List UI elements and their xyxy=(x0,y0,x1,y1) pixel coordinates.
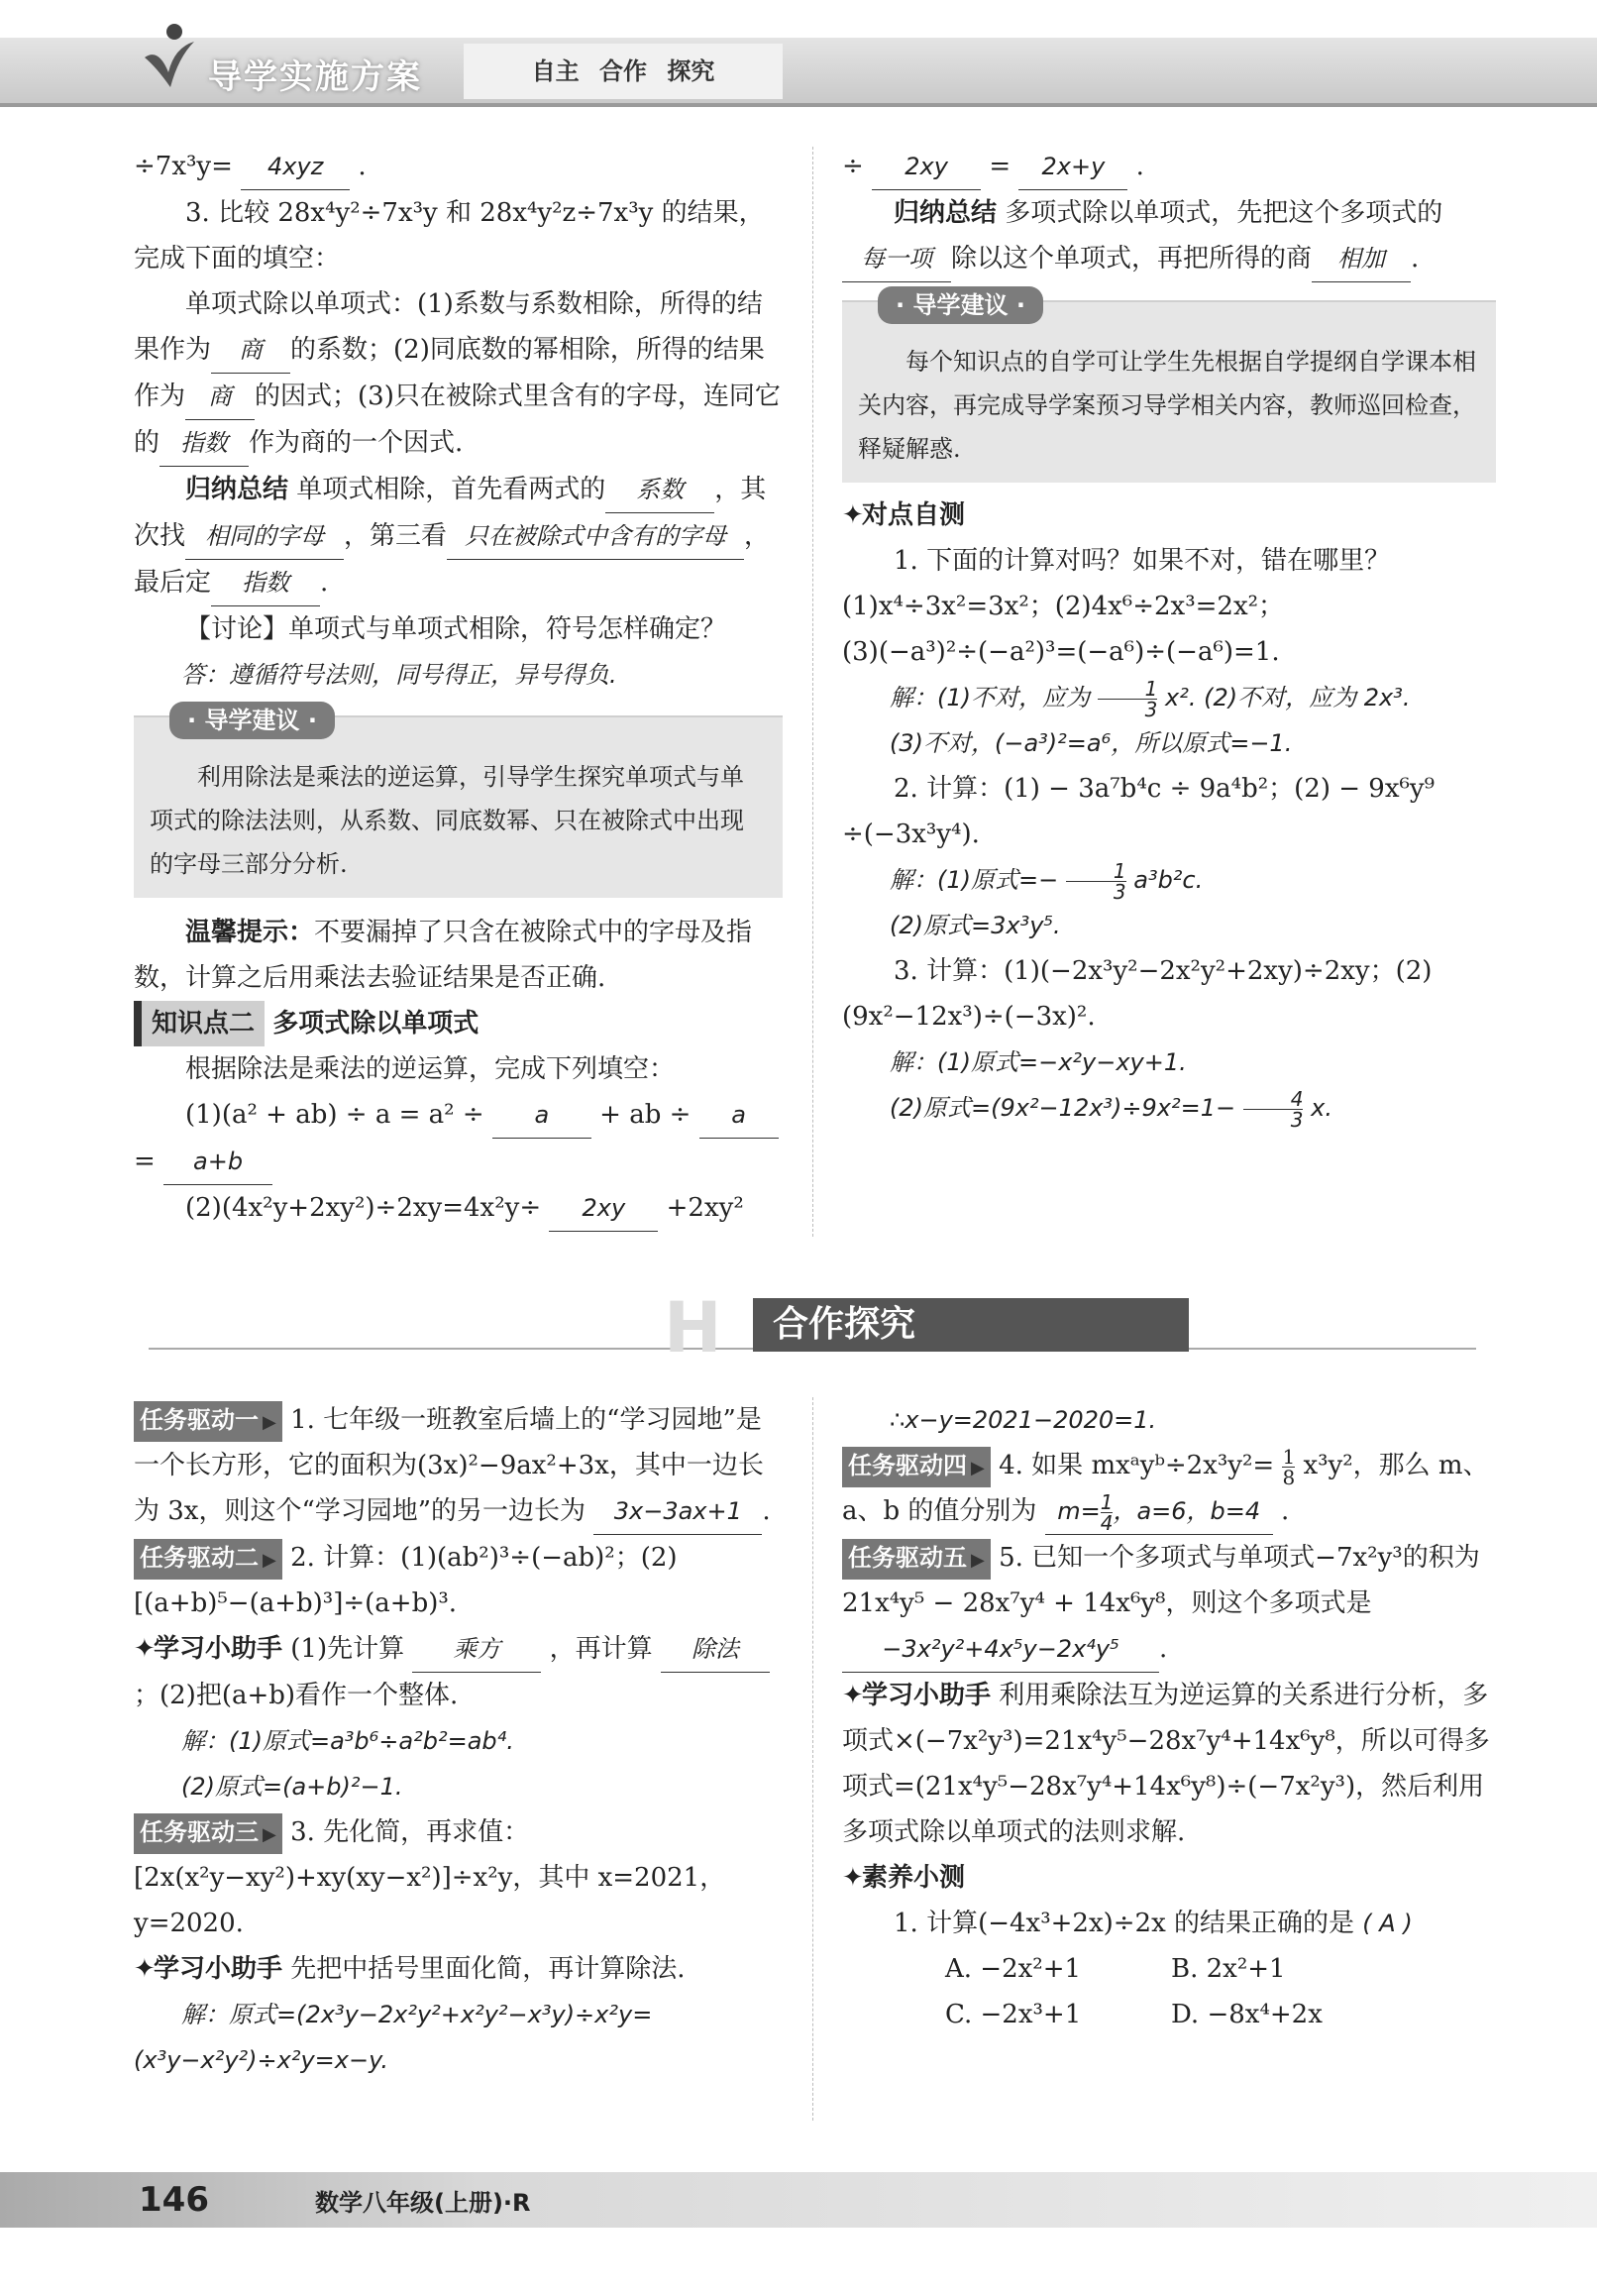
text: x². (2)不对，应为 2x³. xyxy=(1165,684,1411,711)
text: (2)(4x²y+2xy²)÷2xy=4x²y÷ xyxy=(185,1193,542,1223)
helper-3 xyxy=(134,1946,783,1992)
star-icon: ✦ xyxy=(842,1681,864,1710)
tip-label: 温馨提示： xyxy=(185,918,315,947)
text: 先把中括号里面化简，再计算除法. xyxy=(290,1954,686,1984)
text: 解：(1)不对，应为 xyxy=(890,684,1090,711)
numerator: 4 xyxy=(1243,1089,1304,1110)
text: 3. 先化简，再求值：[2x(x²y−xy²)+xy(xy−x²)]÷x²y，其中 x=2021，y=2020. xyxy=(134,1817,726,1938)
answer-blank: a+b xyxy=(163,1139,272,1185)
monomial-rule xyxy=(134,281,783,467)
text: (2)原式=(9x²−12x³)÷9x²=1− xyxy=(890,1094,1236,1122)
test-1-solution-2: (3)不对，(−a³)²=a⁶，所以原式=−1. xyxy=(890,729,1293,757)
text: ÷ xyxy=(842,152,864,181)
text: a³b²c. xyxy=(1133,866,1204,894)
task-2-solution-2: (2)原式=(a+b)²−1. xyxy=(181,1773,403,1801)
text: 1. 计算(−4x³+2x)÷2x 的结果正确的是 xyxy=(894,1909,1355,1938)
text: . xyxy=(1159,1634,1168,1664)
option-b: B. 2x²+1 xyxy=(1171,1954,1286,1984)
answer-blank: 2xy xyxy=(549,1185,658,1232)
guide-text: 每个知识点的自学可让学生先根据自学提纲自学课本相关内容，再完成导学案预习导学相关内容，教师巡回检查，释疑解惑. xyxy=(858,348,1476,463)
task-3 xyxy=(134,1809,783,1946)
helper-label xyxy=(842,1681,991,1710)
text: 单项式除以单项式：(1)系数与系数相除，所得的结果作为 xyxy=(134,289,763,365)
lower-right-column xyxy=(842,1397,1496,2037)
denominator: 4 xyxy=(1100,1510,1114,1535)
text: ；(2)把(a+b)看作一个整体. xyxy=(134,1681,459,1710)
footer-band xyxy=(0,2172,1597,2228)
quiz-heading xyxy=(842,1855,1496,1901)
text: 解：(1)原式=− xyxy=(890,866,1059,894)
task-badge: 任务驱动五 ▶ xyxy=(842,1539,991,1580)
fraction xyxy=(1098,676,1158,721)
answer-blank: 2x+y xyxy=(1018,144,1127,190)
task-3-solution: 解：原式=(2x³y−2x²y²+x²y²−x³y)÷x²y=(x³y−x²y²)÷x²y=x−y. xyxy=(134,2001,653,2074)
text: . xyxy=(762,1496,771,1526)
summary-label: 归纳总结 xyxy=(894,198,998,228)
star-icon: ✦ xyxy=(842,1863,864,1893)
task-3-solution-end: ∴x−y=2021−2020=1. xyxy=(890,1406,1157,1434)
text: 利用乘除法互为逆运算的关系进行分析，多项式×(−7x²y³)=21x⁴y⁵−28x⁷y⁴+14x⁶y⁸，所以可得多项式=(21x⁴y⁵−28x⁷y⁴+14x⁶y⁸)÷(−7x²y³)，然后利用多项式除以单项式的法则求解. xyxy=(842,1681,1490,1847)
text: 单项式相除，首先看两式的 xyxy=(296,475,606,504)
section-title: 合作探究 xyxy=(753,1298,1189,1352)
answer-blank: a xyxy=(699,1092,779,1139)
quiz-answer: ( A ) xyxy=(1362,1910,1413,1937)
quiz-label: 素养小测 xyxy=(862,1863,966,1893)
helper-label xyxy=(134,1954,282,1984)
guide-box-2 xyxy=(842,291,1496,483)
column-divider-lower xyxy=(812,1397,813,2121)
task-badge: 任务驱动四 ▶ xyxy=(842,1447,991,1487)
self-test-label: 对点自测 xyxy=(862,500,966,530)
test-3-solution-2 xyxy=(842,1085,1496,1131)
helper-5 xyxy=(842,1673,1496,1855)
answer-blank: 商 xyxy=(211,327,290,374)
text: x³y²，那么 m、a、b 的值分别为 xyxy=(842,1451,1489,1526)
guide-text: 利用除法是乘法的逆运算，引导学生探究单项式与单项式的除法法则，从系数、同底数幂、只在被除式中出现的字母三部分分析. xyxy=(150,763,744,878)
text: = xyxy=(134,1147,156,1176)
answer-blank: 指数 xyxy=(160,420,249,467)
text: (1)(a² + ab) ÷ a = a² ÷ xyxy=(185,1100,484,1130)
helper-label xyxy=(134,1634,282,1664)
quiz-options-cd xyxy=(842,1992,1496,2037)
section-letter: H xyxy=(664,1287,722,1368)
test-2-solution-2: (2)原式=3x³y⁵. xyxy=(890,912,1061,939)
text: . xyxy=(1280,1496,1290,1526)
summary-2 xyxy=(842,190,1496,282)
text: ，再计算 xyxy=(549,1634,653,1664)
discussion: 【讨论】单项式与单项式相除，符号怎样确定？ xyxy=(185,614,727,644)
test-1: 1. 下面的计算对吗？如果不对，错在哪里？ xyxy=(894,546,1391,576)
answer-blank: 2xy xyxy=(872,144,981,190)
quiz-options-ab xyxy=(842,1946,1496,1992)
text: 的系数；(2)同底数的幂相除，所得的结果作为 xyxy=(134,335,765,411)
answer-blank: a xyxy=(492,1092,591,1139)
answer-blank xyxy=(1045,1488,1273,1535)
q2-continuation xyxy=(134,144,783,190)
summary-label: 归纳总结 xyxy=(185,475,289,504)
kp-title: 多项式除以单项式 xyxy=(272,1009,479,1039)
text: . xyxy=(1411,244,1420,273)
answer-blank: 乘方 xyxy=(412,1626,541,1673)
answer-blank: 只在被除式中含有的字母 xyxy=(447,513,744,560)
guide-tag: · 导学建议 · xyxy=(878,286,1043,324)
answer-blank: 商 xyxy=(185,374,255,420)
quiz-1 xyxy=(842,1901,1496,1946)
text: ÷7x³y= xyxy=(134,152,233,181)
leaf-person-logo-icon xyxy=(139,18,198,97)
self-test-heading xyxy=(842,492,1496,538)
example-2 xyxy=(134,1185,783,1232)
fraction xyxy=(1066,858,1126,904)
test-1-solution-1 xyxy=(842,675,1496,720)
answer-blank: 3x−3ax+1 xyxy=(593,1488,762,1535)
warm-tip xyxy=(134,910,783,1001)
text: . xyxy=(320,568,329,598)
text: 作为商的一个因式. xyxy=(249,428,464,458)
task-5 xyxy=(842,1535,1496,1673)
fraction xyxy=(1100,1489,1114,1535)
text: = xyxy=(989,152,1011,181)
helper-text: 学习小助手 xyxy=(154,1954,283,1984)
denominator: 3 xyxy=(1113,879,1126,904)
denominator: 3 xyxy=(1144,697,1158,721)
test-3: 3. 计算：(1)(−2x³y²−2x²y²+2xy)÷2xy；(2)(9x²−12x³)÷(−3x)². xyxy=(842,956,1433,1032)
task-2-solution-1: 解：(1)原式=a³b⁶÷a²b²=ab⁴. xyxy=(181,1727,514,1755)
discussion-answer: 答：遵循符号法则，同号得正，异号得负. xyxy=(181,661,617,689)
star-icon: ✦ xyxy=(842,500,864,530)
star-icon: ✦ xyxy=(134,1634,156,1664)
header-tags: 自主 合作 探究 xyxy=(464,44,783,99)
denominator: 8 xyxy=(1282,1465,1296,1489)
fraction xyxy=(1282,1444,1296,1489)
task-badge: 任务驱动一 ▶ xyxy=(134,1401,282,1442)
answer-blank: −3x²y²+4x⁵y−2x⁴y⁵ xyxy=(842,1626,1159,1673)
option-c: C. −2x³+1 xyxy=(945,2000,1082,2029)
text: 4. 如果 mxᵃyᵇ÷2x³y²= xyxy=(999,1451,1275,1480)
test-2: 2. 计算：(1) − 3a⁷b⁴c ÷ 9a⁴b²；(2) − 9x⁶y⁹ ÷(−3x³y⁴). xyxy=(842,774,1436,849)
text: 1. 七年级一班教室后墙上的“学习园地”是一个长方形，它的面积为(3x)²−9ax²+3x，其中一边长为 3x，则这个“学习园地”的另一边长为 xyxy=(134,1405,764,1526)
text: x. xyxy=(1311,1094,1332,1122)
example-1 xyxy=(134,1092,783,1185)
text: 5. 已知一个多项式与单项式−7x²y³的积为 21x⁴y⁵ − 28x⁷y⁴ + 14x⁶y⁸，则这个多项式是 xyxy=(842,1543,1480,1618)
numerator: 1 xyxy=(1100,1489,1114,1514)
tip-text: 不要漏掉了只含在被除式中的字母及指数，计算之后用乘法去验证结果是否正确. xyxy=(134,918,753,993)
text: . xyxy=(358,152,367,181)
answer-blank: 相加 xyxy=(1312,236,1411,282)
text: (1)先计算 xyxy=(290,1634,405,1664)
guide-box-1 xyxy=(134,707,783,898)
helper-text: 学习小助手 xyxy=(154,1634,283,1664)
kp-badge: 知识点二 xyxy=(134,1001,265,1046)
star-icon: ✦ xyxy=(134,1954,156,1984)
text: 2. 计算：(1)(ab²)³÷(−ab)²；(2)[(a+b)⁵−(a+b)³]÷(a+b)³. xyxy=(134,1543,678,1618)
helper-2 xyxy=(134,1626,783,1718)
test-3-solution-1: 解：(1)原式=−x²y−xy+1. xyxy=(890,1048,1187,1076)
text: 除以这个单项式，再把所得的商 xyxy=(951,244,1313,273)
text: ，最后定 xyxy=(134,521,771,598)
task-2 xyxy=(134,1535,783,1626)
right-column xyxy=(842,144,1496,1131)
numerator: 1 xyxy=(1066,861,1126,882)
denominator: 3 xyxy=(1290,1107,1304,1132)
answer-blank: 系数 xyxy=(605,467,714,513)
task-badge: 任务驱动二 ▶ xyxy=(134,1539,282,1580)
answer-blank: 每一项 xyxy=(842,236,951,282)
test-2-solution-1 xyxy=(842,857,1496,903)
page-footer xyxy=(0,2150,1597,2249)
example-2-continuation xyxy=(842,144,1496,190)
lower-left-column xyxy=(134,1397,783,2083)
page-number: 146 xyxy=(139,2180,209,2220)
test-1b: (3)(−a³)²÷(−a²)³=(−a⁶)÷(−a⁶)=1. xyxy=(842,637,1280,667)
task-4 xyxy=(842,1443,1496,1535)
answer-blank: 4xyz xyxy=(241,144,350,190)
kp2-intro: 根据除法是乘法的逆运算，完成下列填空： xyxy=(185,1054,676,1084)
text: . xyxy=(1135,152,1144,181)
header-title: 导学实施方案 xyxy=(208,57,422,97)
text: ，a=6，b=4 xyxy=(1113,1497,1261,1525)
summary-1 xyxy=(134,467,783,606)
text: 多项式除以单项式，先把这个多项式的 xyxy=(1005,198,1443,228)
left-column xyxy=(134,144,783,1232)
section-header xyxy=(149,1287,1476,1368)
fraction xyxy=(1243,1086,1304,1132)
answer-blank: 指数 xyxy=(211,560,320,606)
question-3: 3. 比较 28x⁴y²÷7x³y 和 28x⁴y²z÷7x³y 的结果，完成下面的填空： xyxy=(134,198,765,273)
text: 的因式；(3)只在被除式里含有的字母，连同它的 xyxy=(134,382,781,458)
text: +2xy² xyxy=(666,1193,744,1223)
option-d: D. −8x⁴+2x xyxy=(1171,2000,1323,2029)
column-divider xyxy=(812,147,813,1237)
task-badge: 任务驱动三 ▶ xyxy=(134,1813,282,1854)
guide-tag: · 导学建议 · xyxy=(169,702,335,739)
knowledge-point-2 xyxy=(134,1001,783,1046)
option-a: A. −2x²+1 xyxy=(945,1954,1082,1984)
page-header xyxy=(0,0,1597,111)
text: m= xyxy=(1057,1497,1101,1525)
text: ，其次找 xyxy=(134,475,767,551)
numerator: 1 xyxy=(1282,1444,1296,1469)
book-title: 数学八年级(上册)·R xyxy=(315,2189,531,2217)
answer-blank: 除法 xyxy=(661,1626,770,1673)
numerator: 1 xyxy=(1098,679,1158,700)
helper-text: 学习小助手 xyxy=(862,1681,992,1710)
test-1a: (1)x⁴÷3x²=3x²；(2)4x⁶÷2x³=2x²； xyxy=(842,592,1285,621)
text: ，第三看 xyxy=(344,521,448,551)
answer-blank: 相同的字母 xyxy=(185,513,344,560)
task-1 xyxy=(134,1397,783,1535)
text: + ab ÷ xyxy=(599,1100,692,1130)
